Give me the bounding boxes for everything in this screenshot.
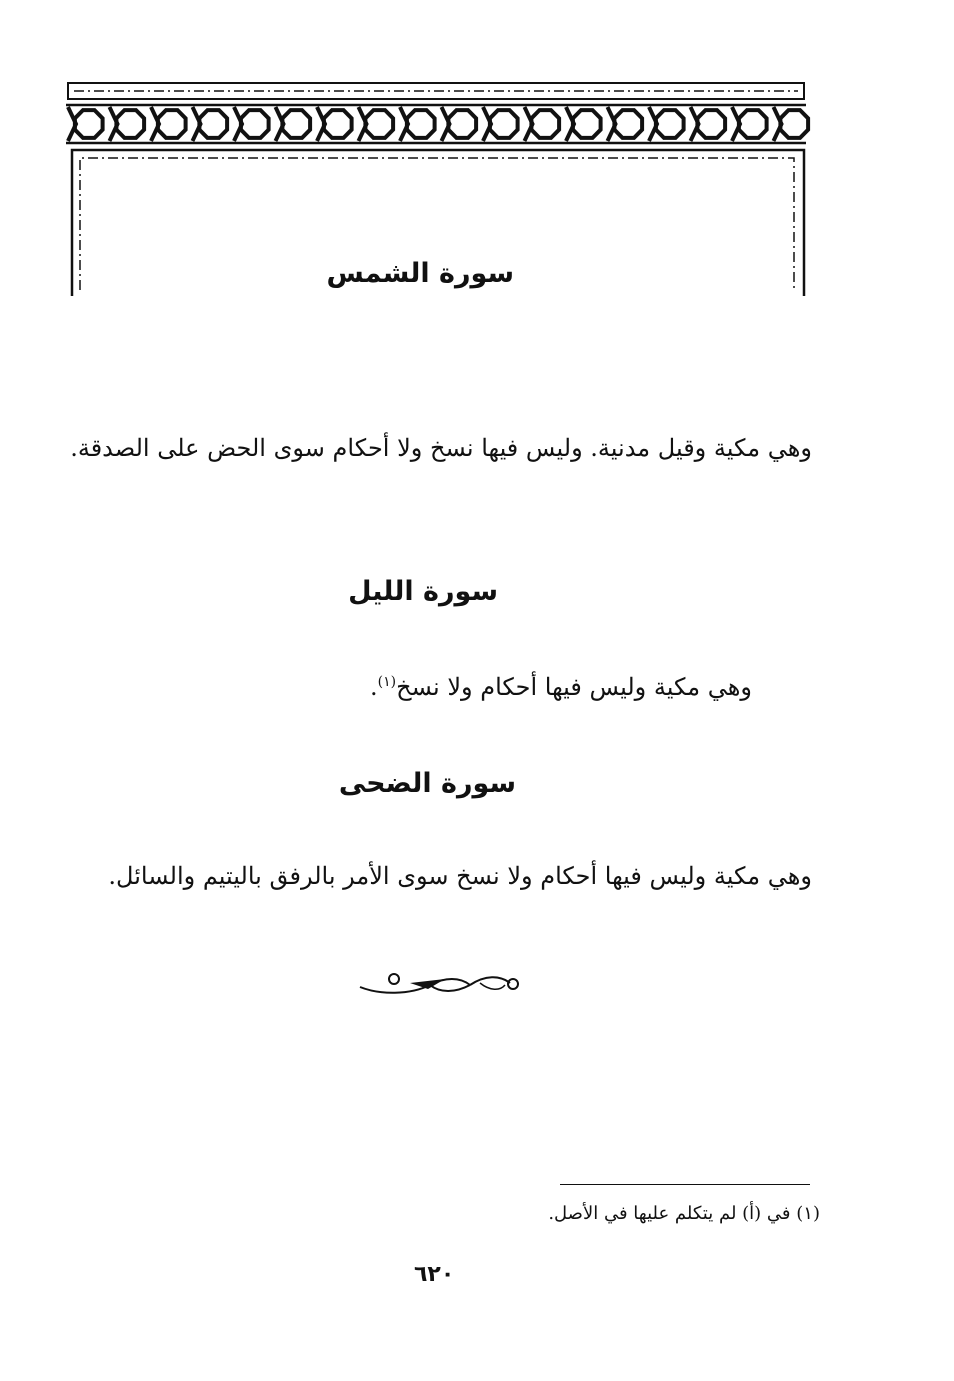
band-connector — [110, 107, 118, 141]
band-octagon — [448, 110, 476, 138]
footnote-reference: (١) — [377, 674, 397, 690]
surah-description-layl — [370, 658, 752, 711]
band-octagon — [656, 110, 684, 138]
band-connector — [68, 107, 76, 141]
band-octagon — [490, 110, 518, 138]
page-number: ٦٢٠ — [414, 1262, 455, 1287]
footnote-separator — [560, 1184, 810, 1185]
surah-description-layl-end: . — [370, 673, 378, 701]
band-connector — [774, 107, 782, 141]
band-octagon — [614, 110, 642, 138]
band-connector — [359, 107, 367, 141]
footnote-marker: (١) — [796, 1203, 820, 1224]
surah-title-duha: سورة الضحى — [338, 768, 516, 799]
band-octagon — [75, 110, 103, 138]
footnote-text: في (أ) لم يتكلم عليها في الأصل. — [548, 1203, 791, 1224]
ornament-divider — [350, 965, 530, 1005]
band-octagon — [573, 110, 601, 138]
band-octagon — [324, 110, 352, 138]
band-connector — [732, 107, 740, 141]
band-octagon — [365, 110, 393, 138]
band-octagon — [199, 110, 227, 138]
surah-title-shams: سورة الشمس — [326, 258, 514, 289]
surah-description-layl-text: وهي مكية وليس فيها أحكام ولا نسخ — [396, 673, 752, 701]
band-octagon — [780, 110, 808, 138]
geometric-band-pattern — [68, 107, 808, 141]
surah-description-shams: وهي مكية وقيل مدنية. وليس فيها نسخ ولا أحكام سوى الحض على الصدقة. — [70, 434, 812, 462]
footnote — [548, 1203, 820, 1224]
surah-description-duha: وهي مكية وليس فيها أحكام ولا نسخ سوى الأمر بالرفق باليتيم والسائل. — [108, 862, 812, 890]
band-connector — [525, 107, 533, 141]
band-octagon — [531, 110, 559, 138]
band-octagon — [116, 110, 144, 138]
band-connector — [151, 107, 159, 141]
band-octagon — [241, 110, 269, 138]
band-connector — [608, 107, 616, 141]
band-octagon — [697, 110, 725, 138]
band-connector — [400, 107, 408, 141]
band-connector — [483, 107, 491, 141]
band-octagon — [158, 110, 186, 138]
band-connector — [193, 107, 201, 141]
surah-title-layl: سورة الليل — [348, 576, 498, 607]
band-connector — [649, 107, 657, 141]
band-connector — [566, 107, 574, 141]
band-connector — [691, 107, 699, 141]
band-octagon — [407, 110, 435, 138]
band-octagon — [739, 110, 767, 138]
band-connector — [442, 107, 450, 141]
band-connector — [234, 107, 242, 141]
band-octagon — [282, 110, 310, 138]
header-ornament-frame — [0, 0, 954, 300]
band-connector — [276, 107, 284, 141]
band-connector — [317, 107, 325, 141]
